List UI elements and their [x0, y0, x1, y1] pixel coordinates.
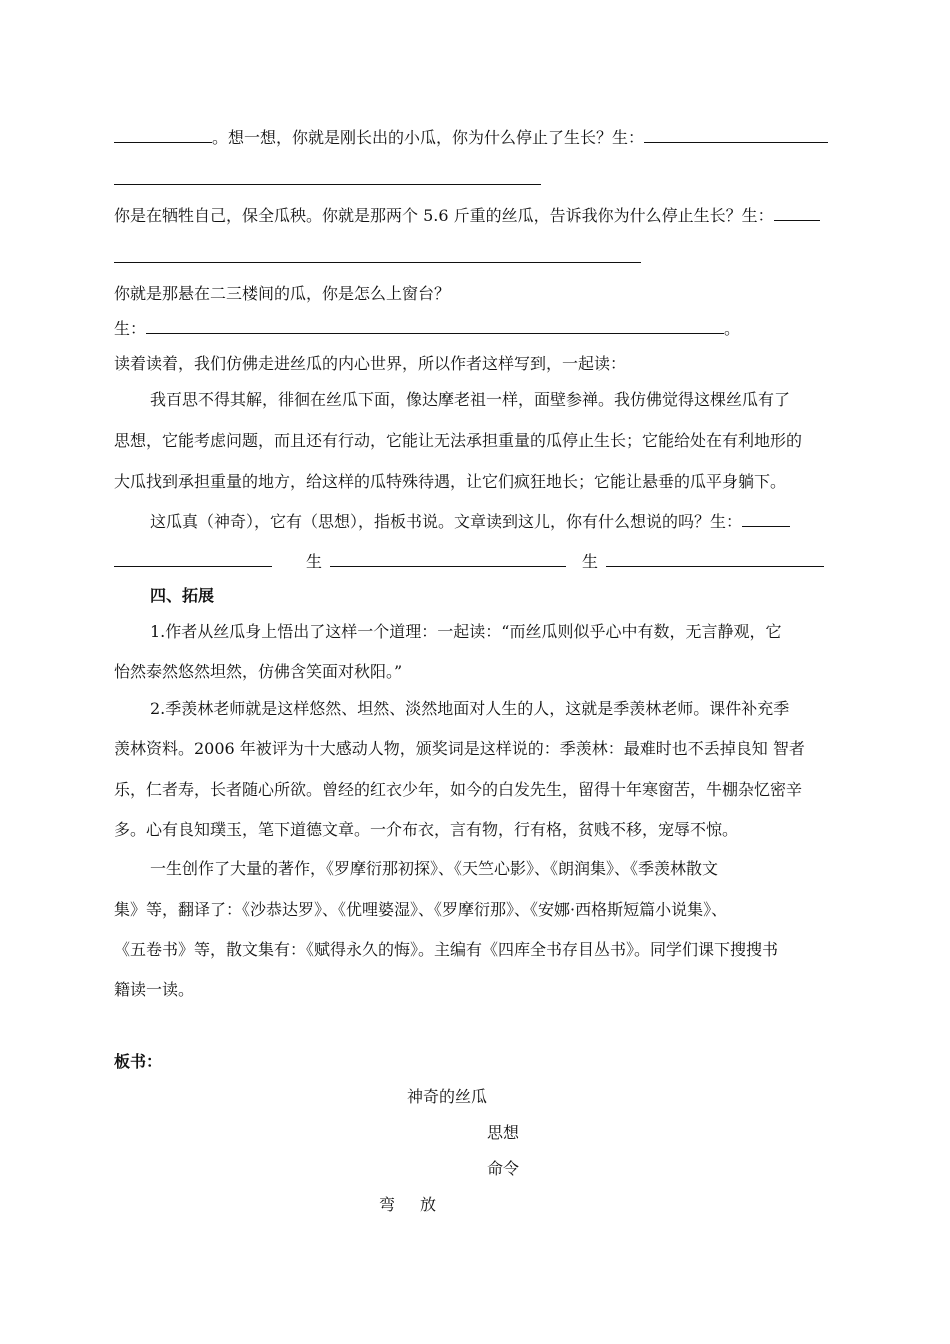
- paragraph-line: 乐，仁者寿，长者随心所欲。曾经的红衣少年，如今的白发先生，留得十年寒窗苦，牛棚杂忆密辛: [114, 780, 803, 799]
- paragraph-line: 集》等，翻译了：《沙恭达罗》、《优哩婆湿》、《罗摩衍那》、《安娜·西格斯短篇小说集》、: [114, 900, 728, 919]
- answer-blank: [606, 551, 824, 567]
- answer-blank: [114, 127, 212, 143]
- board-item: 思想: [487, 1123, 520, 1142]
- question-text: 你是在牺牲自己，保全瓜秧。你就是那两个 5.6 斤重的丝瓜，告诉我你为什么停止生长？生：: [114, 206, 774, 225]
- question-line-2: [114, 204, 820, 228]
- quote-line: 我百思不得其解，徘徊在丝瓜下面，像达摩老祖一样，面壁参禅。我仿佛觉得这棵丝瓜有了: [150, 390, 791, 409]
- paragraph-line: 怡然泰然悠然坦然，仿佛含笑面对秋阳。”: [114, 662, 403, 681]
- answer-blank: [774, 205, 820, 221]
- answer-blank: [146, 318, 724, 334]
- answer-blank: [330, 551, 566, 567]
- question-line-1: [114, 126, 828, 150]
- quote-line: 思想，它能考虑问题，而且还有行动，它能让无法承担重量的瓜停止生长；它能给处在有利地形的: [114, 431, 803, 450]
- answer-blank: [742, 511, 790, 527]
- answer-blank: [644, 127, 828, 143]
- period: 。: [724, 319, 741, 338]
- section-heading: 四、拓展: [150, 586, 215, 605]
- board-item: 弯: [379, 1195, 396, 1214]
- paragraph-line: 籍读一读。: [114, 980, 195, 999]
- student-label: 生: [582, 552, 599, 571]
- student-label: 生: [306, 552, 323, 571]
- quote-line: 大瓜找到承担重量的地方，给这样的瓜特殊待遇，让它们疯狂地长；它能让悬垂的瓜平身躺下。: [114, 472, 787, 491]
- question-line-3: 你就是那悬在二三楼间的瓜，你是怎么上窗台？: [114, 284, 451, 303]
- board-label: 板书：: [114, 1052, 163, 1071]
- board-item: 命令: [487, 1159, 520, 1178]
- paragraph-line: 羡林资料。2006 年被评为十大感动人物，颁奖词是这样说的：季羡林：最难时也不丢掉良知 智者: [114, 739, 805, 758]
- board-item: 放: [420, 1195, 437, 1214]
- paragraph-line: 一生创作了大量的著作，《罗摩衍那初探》、《天竺心影》、《朗润集》、《季羡林散文: [150, 859, 719, 878]
- board-title: 神奇的丝瓜: [407, 1087, 488, 1106]
- answer-line: [114, 262, 641, 263]
- student-answer-line: [114, 317, 740, 341]
- summary-line: [150, 510, 790, 534]
- paragraph-line: 《五卷书》等，散文集有：《赋得永久的悔》。主编有《四库全书存目丛书》。同学们课下搜搜书: [114, 940, 779, 959]
- sheng-answers-line: [114, 550, 824, 574]
- paragraph-line: 1.作者从丝瓜身上悟出了这样一个道理：一起读：“而丝瓜则似乎心中有数，无言静观，它: [150, 622, 782, 641]
- answer-line: [114, 184, 541, 185]
- answer-blank: [114, 551, 272, 567]
- summary-text: 这瓜真（神奇），它有（思想），指板书说。文章读到这儿，你有什么想说的吗？生：: [150, 512, 743, 531]
- reading-intro: 读着读着，我们仿佛走进丝瓜的内心世界，所以作者这样写到，一起读：: [114, 354, 627, 373]
- student-label: 生：: [114, 319, 147, 338]
- paragraph-line: 2.季羡林老师就是这样悠然、坦然、淡然地面对人生的人，这就是季羡林老师。课件补充季: [150, 699, 790, 718]
- question-text: 。想一想，你就是刚长出的小瓜，你为什么停止了生长？生：: [212, 128, 645, 147]
- paragraph-line: 多。心有良知璞玉，笔下道德文章。一介布衣，言有物，行有格，贫贱不移，宠辱不惊。: [114, 820, 739, 839]
